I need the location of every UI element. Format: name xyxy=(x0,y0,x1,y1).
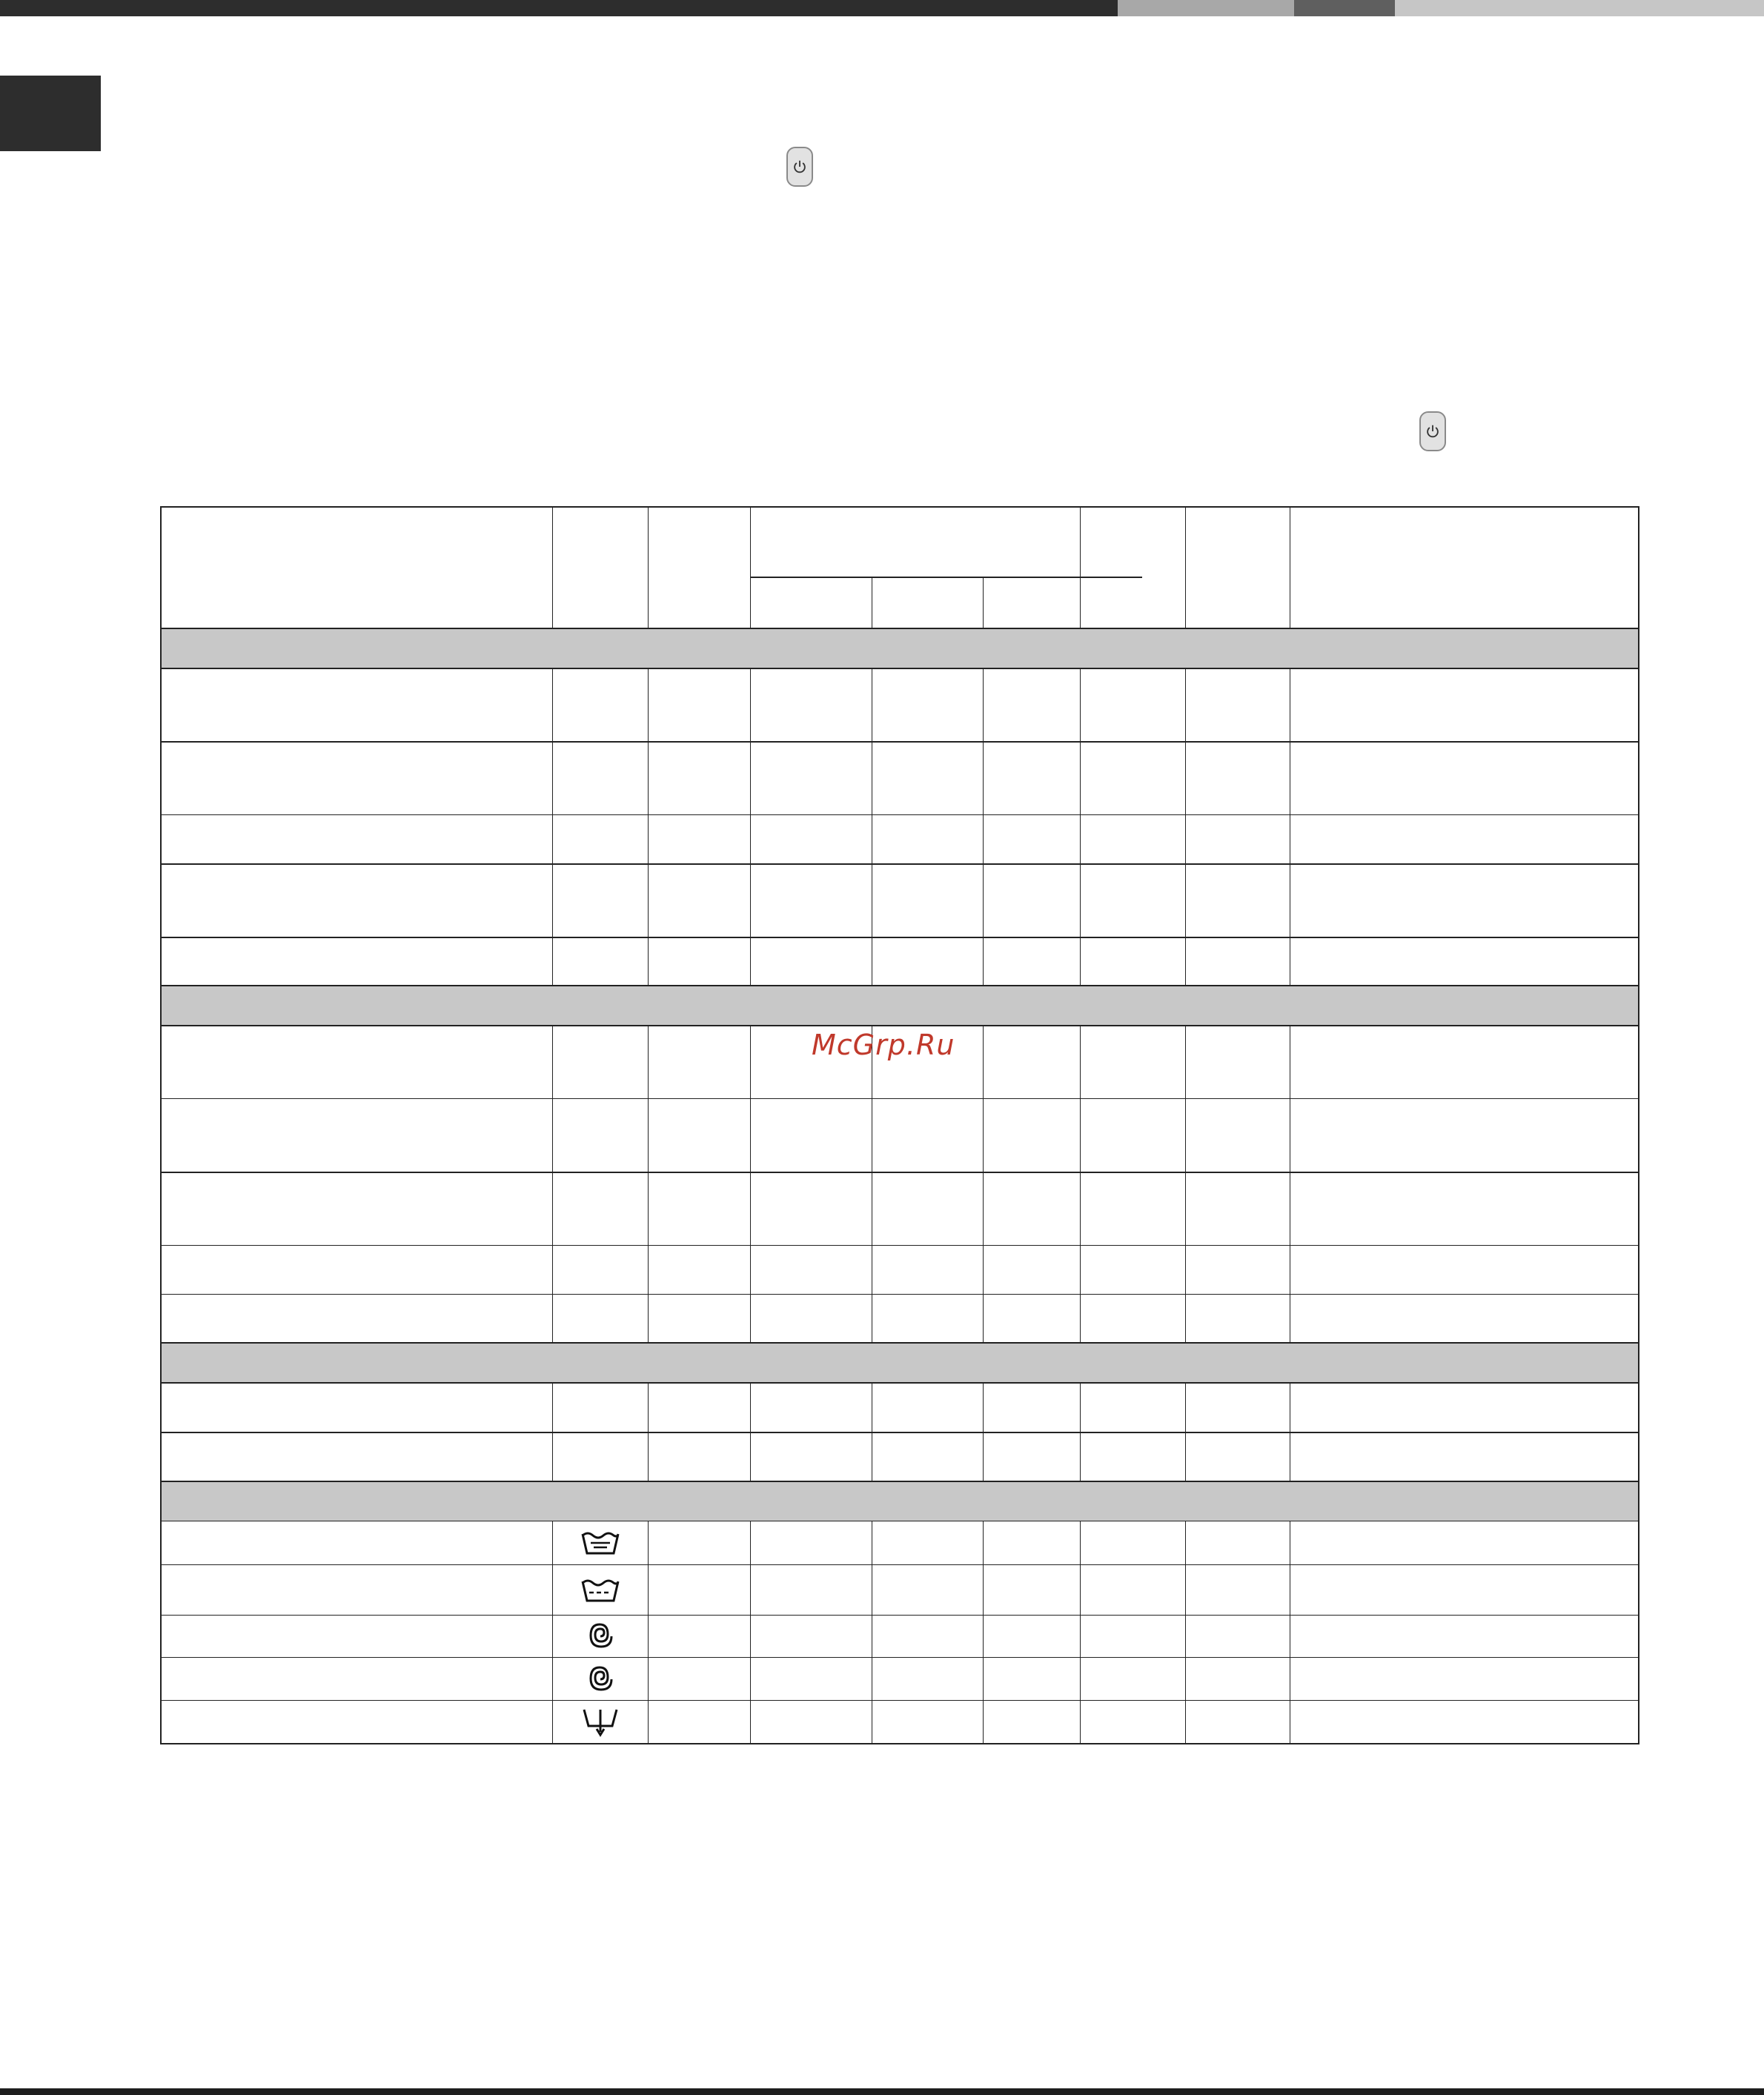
table-rule xyxy=(983,1383,984,1481)
section-band-3 xyxy=(160,1343,1639,1383)
table-rule xyxy=(552,1521,553,1744)
power-icon xyxy=(792,159,808,175)
table-rule xyxy=(648,668,649,986)
drain-icon xyxy=(580,1705,621,1738)
table-rule xyxy=(1185,1026,1186,1343)
table-rule xyxy=(160,1382,1639,1384)
top-bar-dark-segment xyxy=(0,0,1118,16)
table-rule xyxy=(1080,1521,1081,1744)
table-rule xyxy=(160,1172,1639,1173)
symbol-cell xyxy=(578,1619,623,1653)
bottom-rule xyxy=(0,2088,1764,2095)
table-rule xyxy=(160,506,1639,508)
symbol-cell xyxy=(578,1526,623,1560)
symbol-cell xyxy=(578,1573,623,1607)
power-icon xyxy=(1425,423,1441,439)
table-rule xyxy=(160,1432,1639,1433)
table-rule xyxy=(750,668,751,986)
table-rule xyxy=(1185,506,1186,507)
table-rule xyxy=(983,668,984,986)
table-rule xyxy=(160,1657,1639,1658)
wash-tub-dashed-icon xyxy=(580,1574,621,1607)
table-rule xyxy=(1185,668,1186,986)
table-rule xyxy=(160,937,1639,938)
table-rule xyxy=(648,1521,649,1744)
section-band-2 xyxy=(160,986,1639,1026)
symbol-cell xyxy=(578,1662,623,1696)
table-rule xyxy=(552,506,553,628)
section-band-4 xyxy=(160,1481,1639,1521)
top-bar-mid-segment xyxy=(1294,0,1395,16)
table-rule xyxy=(1080,1026,1081,1343)
table-rule xyxy=(1080,1383,1081,1481)
table-rule xyxy=(160,668,1639,669)
table-rule xyxy=(1080,668,1081,986)
top-color-bar xyxy=(0,0,1764,16)
table-rule xyxy=(160,741,1639,743)
watermark: McGrp.Ru xyxy=(812,1029,955,1061)
table-rule xyxy=(160,1564,1639,1565)
table-rule xyxy=(750,506,751,628)
table-rule xyxy=(160,1743,1639,1744)
symbol-cell xyxy=(578,1704,623,1739)
table-rule xyxy=(1080,506,1081,628)
table-rule xyxy=(160,1245,1639,1246)
table-rule xyxy=(160,1700,1639,1701)
table-rule xyxy=(160,1098,1639,1099)
table-rule xyxy=(751,577,1142,578)
table-rule xyxy=(552,668,553,986)
table-rule xyxy=(160,506,162,1744)
table-rule xyxy=(1185,1383,1186,1481)
table-rule xyxy=(160,1481,1639,1482)
section-band-1 xyxy=(160,628,1639,668)
table-rule xyxy=(160,863,1639,865)
table-rule xyxy=(648,1383,649,1481)
table-rule xyxy=(983,1026,984,1343)
table-rule xyxy=(552,1383,553,1481)
table-rule xyxy=(750,1521,751,1744)
table-rule xyxy=(1185,1521,1186,1744)
table-rule xyxy=(160,814,1639,815)
table-rule xyxy=(160,1025,1639,1026)
top-bar-light-segment xyxy=(1118,0,1294,16)
power-button-illustration xyxy=(1419,411,1446,451)
table-rule xyxy=(648,1026,649,1343)
table-rule xyxy=(983,1521,984,1744)
power-button-illustration xyxy=(786,147,813,187)
spin-spiral-icon xyxy=(580,1663,621,1696)
table-rule xyxy=(1638,506,1639,1744)
section-tab-marker xyxy=(0,76,101,151)
wash-tub-icon xyxy=(580,1527,621,1559)
spin-spiral-icon xyxy=(580,1620,621,1653)
table-rule xyxy=(552,1026,553,1343)
table-rule xyxy=(750,1383,751,1481)
top-bar-pale-segment xyxy=(1395,0,1764,16)
table-rule xyxy=(160,1615,1639,1616)
table-rule xyxy=(1185,506,1186,628)
table-rule xyxy=(160,1294,1639,1295)
programme-table xyxy=(160,506,1639,1744)
table-rule xyxy=(750,1026,751,1343)
table-rule xyxy=(648,506,649,628)
table-rule xyxy=(160,1342,1639,1344)
table-rule xyxy=(983,577,984,628)
table-rule xyxy=(160,985,1639,986)
table-rule xyxy=(160,628,1639,629)
